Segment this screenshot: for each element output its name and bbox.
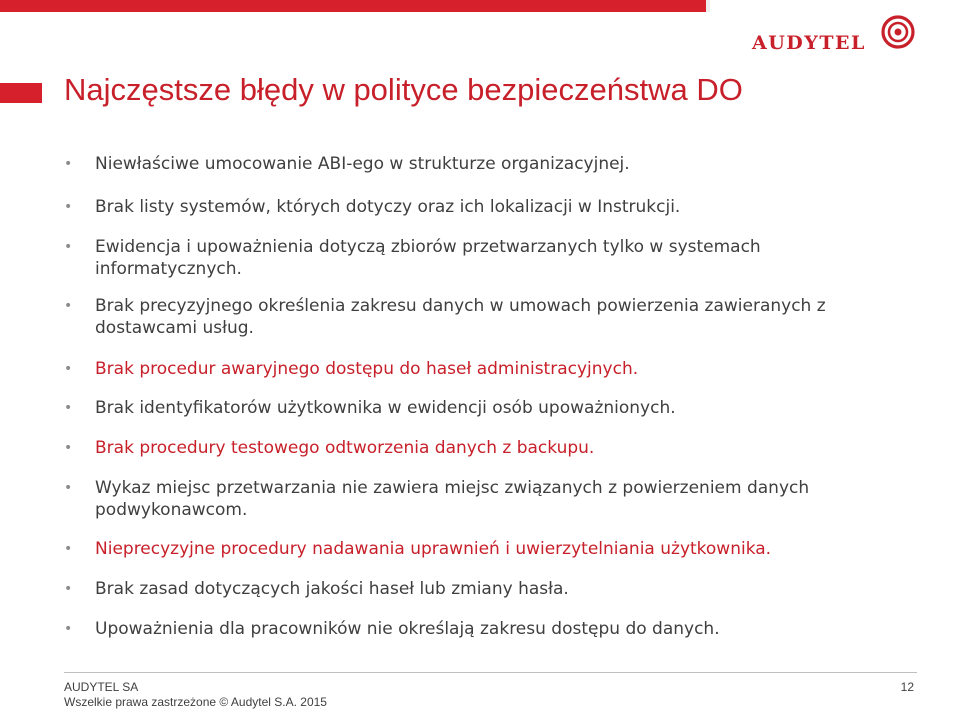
top-accent-bar-end — [706, 0, 710, 12]
audytel-logo — [752, 14, 922, 60]
bullet-icon: • — [64, 156, 73, 172]
bullet-icon: • — [64, 239, 73, 255]
bullet-text: Brak listy systemów, których dotyczy oraz ich lokalizacji w Instrukcji. — [95, 197, 681, 217]
bullet-text: Brak precyzyjnego określenia zakresu danych w umowach powierzenia zawieranych z — [95, 296, 826, 316]
bullet-item — [64, 618, 904, 640]
bullet-text: Brak procedur awaryjnego dostępu do haseł administracyjnych. — [95, 359, 639, 379]
footer-company: AUDYTEL SA — [64, 680, 139, 694]
bullet-item — [64, 295, 904, 339]
bullet-icon: • — [64, 440, 73, 456]
title-marker — [0, 83, 42, 103]
bullet-item — [64, 538, 904, 560]
bullet-icon: • — [64, 199, 73, 215]
bullet-item — [64, 358, 904, 380]
bullet-text: dostawcami usług. — [95, 318, 254, 338]
bullet-item — [64, 477, 904, 521]
page-number: 12 — [900, 680, 914, 694]
bullet-text: podwykonawcom. — [95, 500, 248, 520]
bullet-text: Brak identyfikatorów użytkownika w ewidencji osób upoważnionych. — [95, 398, 676, 418]
footer-divider — [64, 672, 917, 673]
bullet-item — [64, 196, 904, 218]
top-accent-bar — [0, 0, 706, 12]
bullet-icon: • — [64, 298, 73, 314]
bullet-icon: • — [64, 361, 73, 377]
bullet-item — [64, 236, 904, 280]
bullet-item — [64, 153, 904, 175]
bullet-text: informatycznych. — [95, 259, 242, 279]
bullet-item — [64, 578, 904, 600]
logo-swirl-icon — [880, 14, 916, 50]
bullet-icon: • — [64, 541, 73, 557]
bullet-item — [64, 397, 904, 419]
bullet-text: Nieprecyzyjne procedury nadawania uprawnień i uwierzytelniania użytkownika. — [95, 539, 772, 559]
bullet-icon: • — [64, 400, 73, 416]
bullet-text: Wykaz miejsc przetwarzania nie zawiera miejsc związanych z powierzeniem danych — [95, 478, 810, 498]
bullet-text: Upoważnienia dla pracowników nie określają zakresu dostępu do danych. — [95, 619, 720, 639]
bullet-text: Ewidencja i upoważnienia dotyczą zbiorów przetwarzanych tylko w systemach — [95, 237, 761, 257]
bullet-text: Brak zasad dotyczących jakości haseł lub zmiany hasła. — [95, 579, 569, 599]
bullet-item — [64, 437, 904, 459]
bullet-icon: • — [64, 581, 73, 597]
bullet-text: Niewłaściwe umocowanie ABI-ego w strukturze organizacyjnej. — [95, 154, 630, 174]
footer-copyright: Wszelkie prawa zastrzeżone © Audytel S.A. 2015 — [64, 695, 327, 709]
logo-text: AUDYTEL — [752, 32, 866, 54]
slide-title: Najczęstsze błędy w polityce bezpieczeństwa DO — [64, 72, 743, 107]
bullet-text: Brak procedury testowego odtworzenia danych z backupu. — [95, 438, 595, 458]
bullet-icon: • — [64, 621, 73, 637]
bullet-icon: • — [64, 480, 73, 496]
